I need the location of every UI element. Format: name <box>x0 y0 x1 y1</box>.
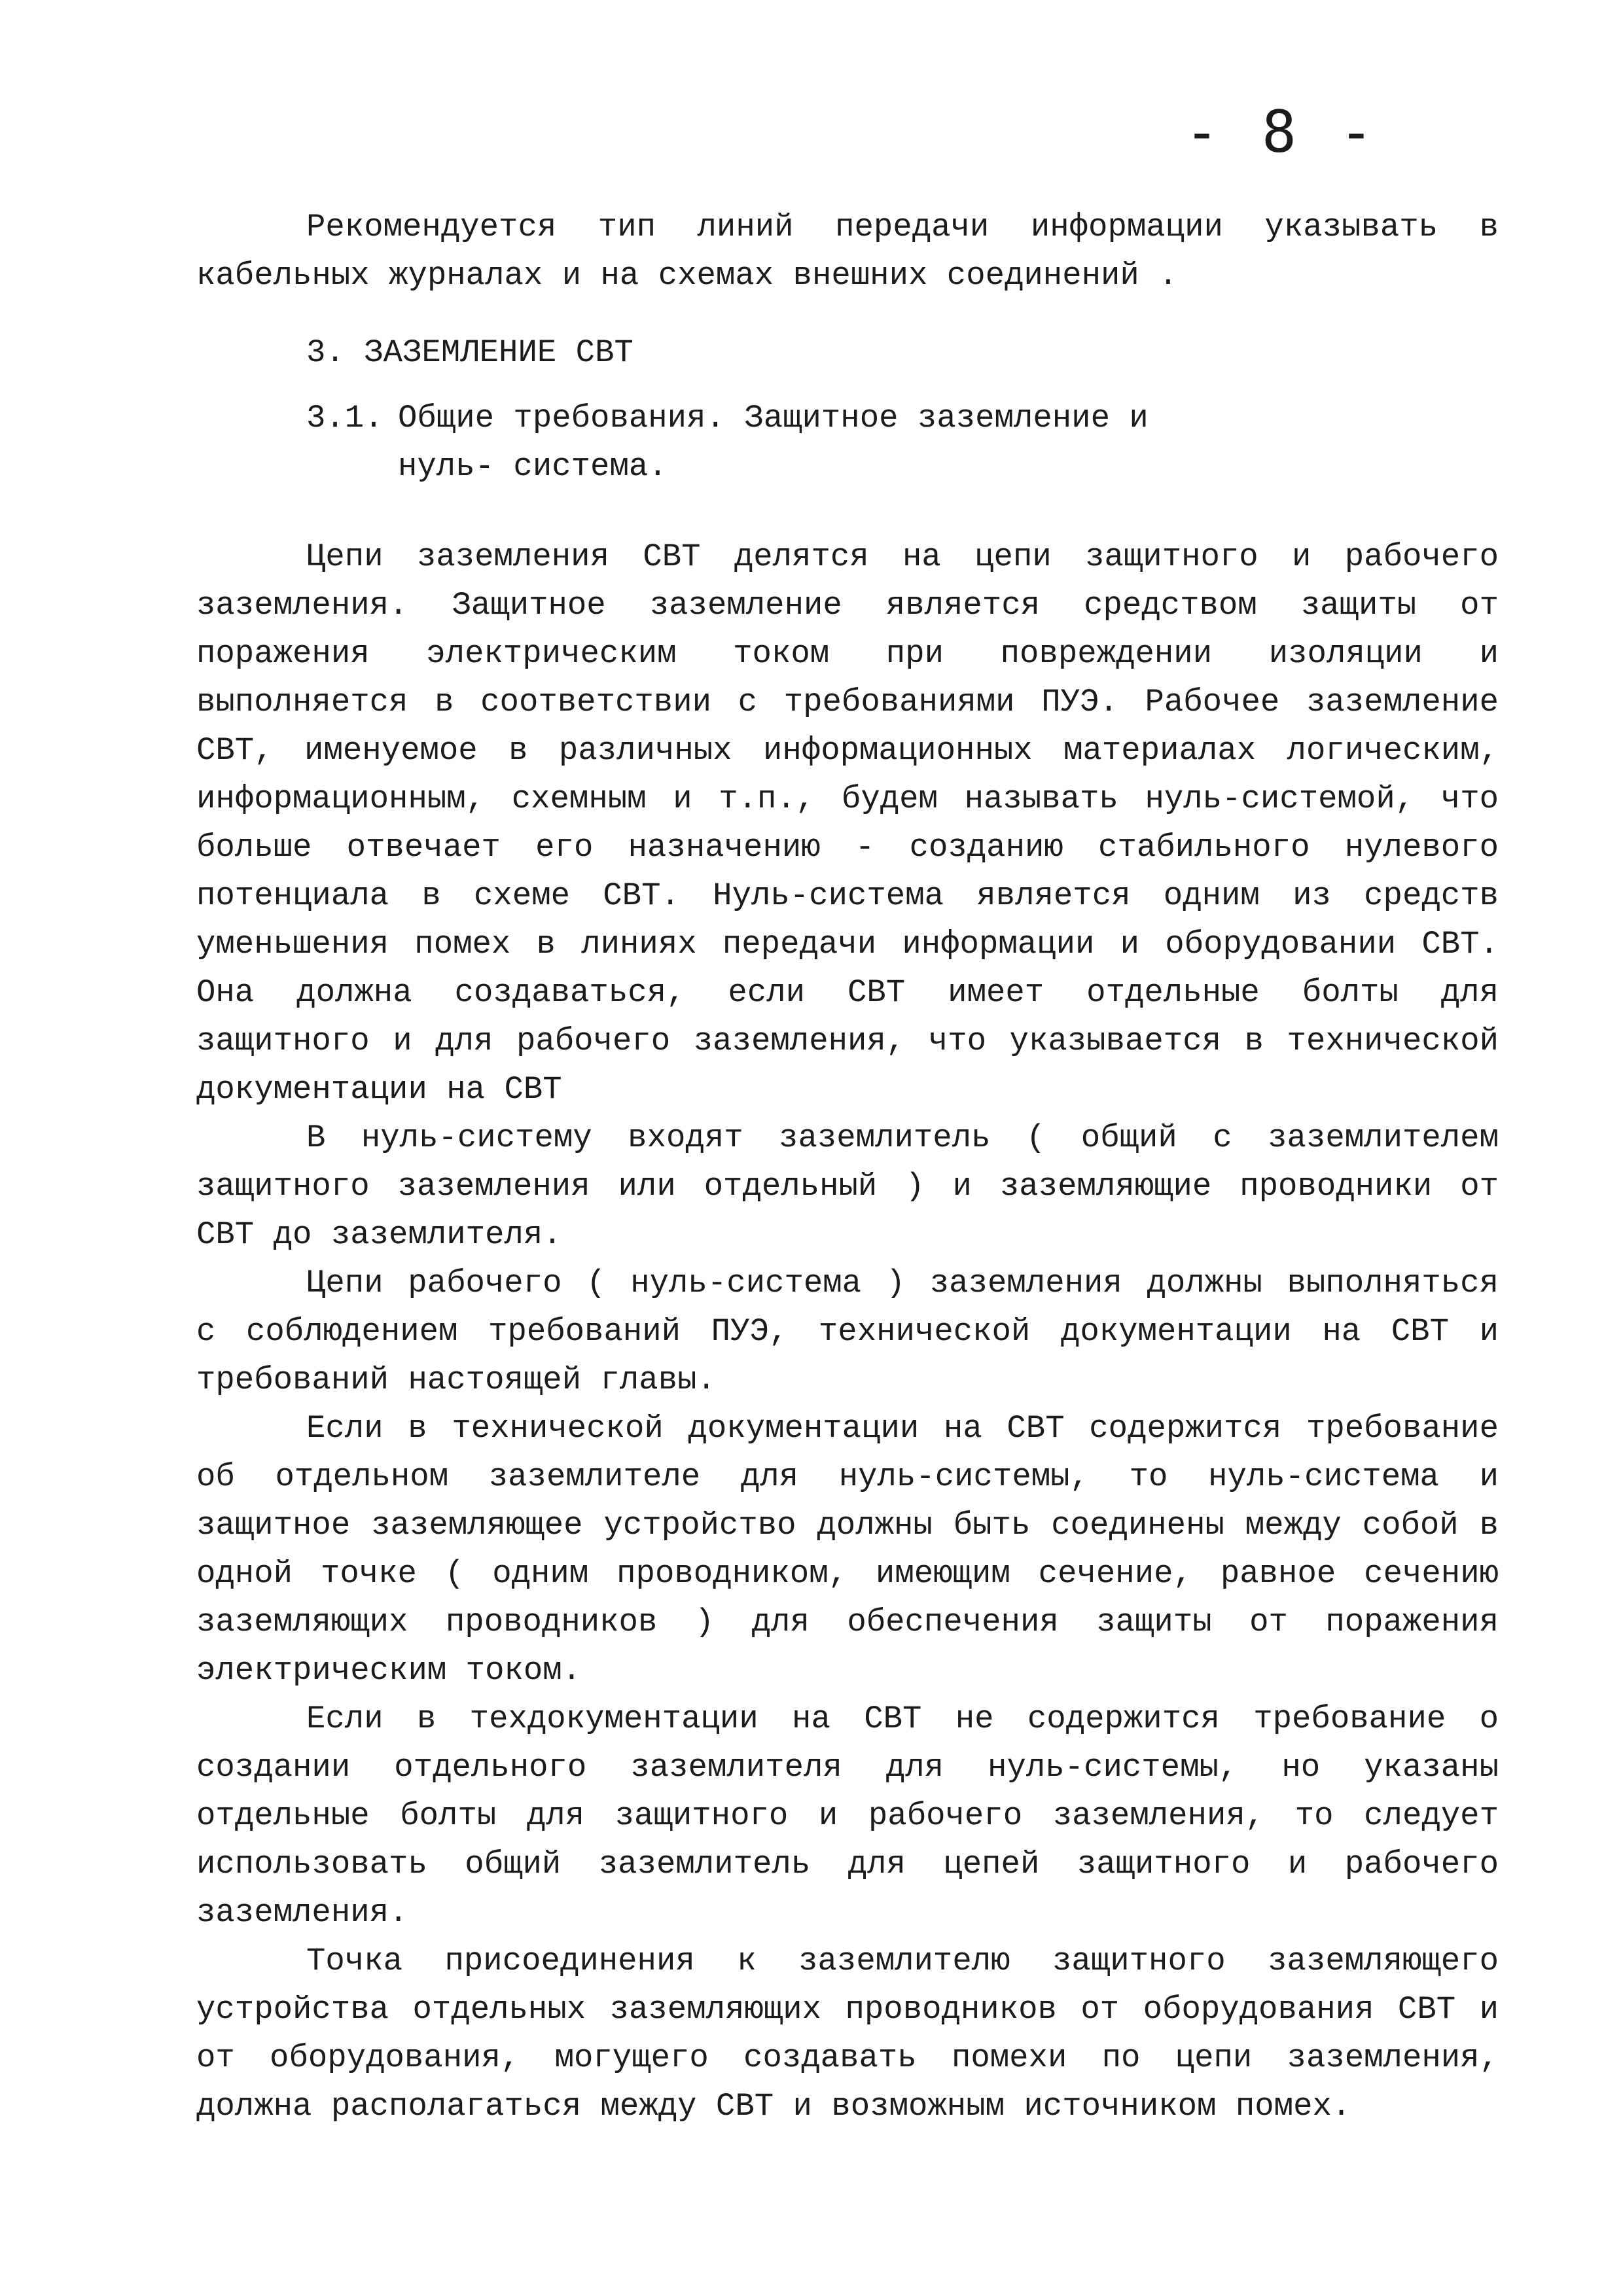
paragraph-working-ground-rules: Цепи рабочего ( нуль-система ) заземления должны выполняться с соблюдением требований ПУЭ, технической документации на СВТ и требований настоящей главы. <box>196 1265 1499 1398</box>
paragraph-grounding-types: Цепи заземления СВТ делятся на цепи защитного и рабочего заземления. Защитное заземление является средством защиты от поражения электрическим током при повреждении изоляции и выполняется в соответствии с требованиями ПУЭ. Рабочее заземление СВТ, именуемое в различных информационных материалах логическим, информационным, схемным и т.п., будем называть нуль-системой, что больше отвечает его назначению - созданию стабильного нулевого потенциала в схеме СВТ. Нуль-система является одним из средств уменьшения помех в линиях передачи информации и оборудовании СВТ. Она должна создаваться, если СВТ имеет отдельные болты для защитного и для рабочего заземления, что указывается в технической документации на СВТ <box>196 539 1499 1108</box>
intro-paragraph: Рекомендуется тип линий передачи информации указывать в кабельных журналах и на схемах внешних соединений . <box>196 209 1499 294</box>
subsection-heading <box>196 394 1499 491</box>
subsection-title: Общие требования. Защитное заземление и нуль- система. <box>398 400 1149 485</box>
paragraph-common-grounding: Если в техдокументации на СВТ не содержится требование о создании отдельного заземлителя для нуль-системы, но указаны отдельные болты для защитного и рабочего заземления, то следует использовать общий заземлитель для цепей защитного и рабочего заземления. <box>196 1701 1499 1931</box>
paragraph-connection-point: Точка присоединения к заземлителю защитного заземляющего устройства отдельных заземляющих проводников от оборудования СВТ и от оборудования, могущего создавать помехи по цепи заземления, должна располагаться между СВТ и возможным источником помех. <box>196 1943 1499 2125</box>
page-number: - 8 - <box>1185 98 1378 166</box>
paragraph-separate-grounding: Если в технической документации на СВТ содержится требование об отдельном заземлителе для нуль-системы, то нуль-система и защитное заземляющее устройство должны быть соединены между собой в одной точке ( одним проводником, имеющим сечение, равное сечению заземляющих проводников ) для обеспечения защиты от поражения электрическим током. <box>196 1410 1499 1689</box>
section-number: 3. <box>306 334 345 371</box>
document-body <box>196 203 1499 2130</box>
paragraph-null-system-components: В нуль-систему входят заземлитель ( общий с заземлителем защитного заземления или отдельный ) и заземляющие проводники от СВТ до заземлителя. <box>196 1120 1499 1253</box>
subsection-number: 3.1. <box>306 400 383 436</box>
section-heading <box>196 328 1499 377</box>
section-title: ЗАЗЕМЛЕНИЕ СВТ <box>364 334 633 371</box>
